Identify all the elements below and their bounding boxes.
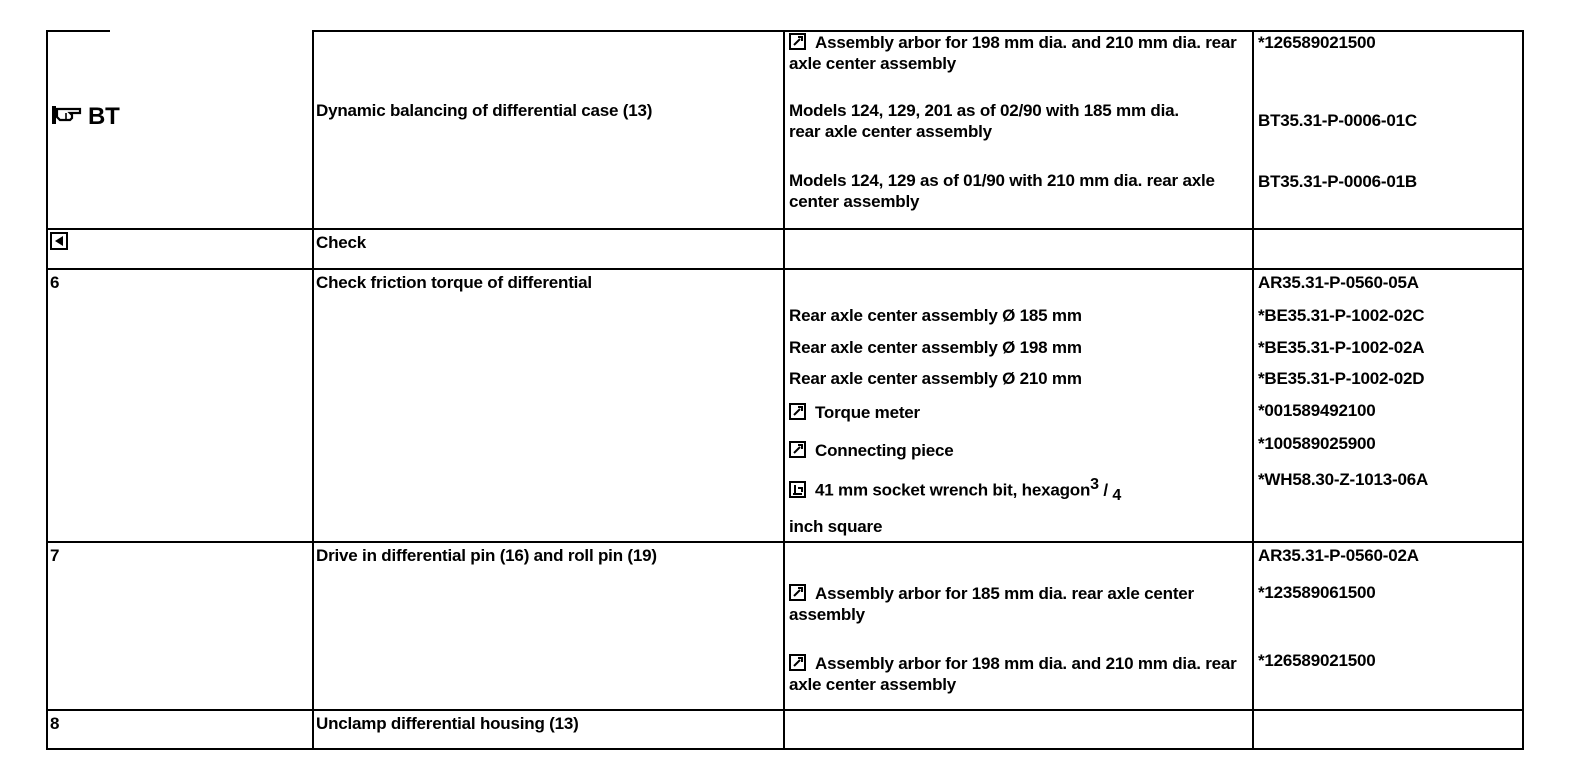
ref-code: *BE35.31-P-1002-02A <box>1258 338 1425 357</box>
model-item: Models 124, 129, 201 as of 02/90 with 185 mm dia. rear axle center assembly <box>789 101 1179 141</box>
step-number: 8 <box>50 714 60 733</box>
action-text: Dynamic balancing of differential case (13) <box>316 101 653 120</box>
fraction-numerator: 3 <box>1090 476 1099 493</box>
rule <box>312 30 314 750</box>
pointing-hand-icon <box>50 103 88 127</box>
spec-item: Rear axle center assembly Ø 198 mm <box>789 338 1082 357</box>
ref-code: BT35.31-P-0006-01C <box>1258 111 1417 130</box>
step-cell <box>50 231 68 252</box>
spec-item: Rear axle center assembly Ø 210 mm <box>789 369 1082 388</box>
spec-item: Rear axle center assembly Ø 185 mm <box>789 306 1082 325</box>
ref-code: *BE35.31-P-1002-02D <box>1258 369 1425 388</box>
fraction-denominator: 4 <box>1112 487 1122 505</box>
tool-item: Torque meter <box>789 402 920 423</box>
action-text: Check friction torque of differential <box>316 273 592 292</box>
rule <box>46 268 1524 270</box>
step-label: BT <box>88 103 120 130</box>
tool-item: Assembly arbor for 198 mm dia. and 210 mm dia. rear axle center assembly <box>789 654 1237 694</box>
rule <box>783 30 785 750</box>
ref-code: AR35.31-P-0560-05A <box>1258 273 1419 292</box>
ref-code: *126589021500 <box>1258 33 1376 52</box>
special-tool-icon <box>789 441 806 458</box>
action-text: Drive in differential pin (16) and roll pin (19) <box>316 546 657 565</box>
rule <box>46 709 1524 711</box>
ref-code: *BE35.31-P-1002-02C <box>1258 306 1425 325</box>
rule <box>1252 30 1254 750</box>
step-number: 6 <box>50 273 60 292</box>
rule <box>46 228 1524 230</box>
ref-code: *123589061500 <box>1258 583 1376 602</box>
rule <box>46 541 1524 543</box>
step-number: 7 <box>50 546 60 565</box>
ref-code: BT35.31-P-0006-01B <box>1258 172 1417 191</box>
commercial-tool-icon <box>789 481 806 498</box>
ref-code: AR35.31-P-0560-02A <box>1258 546 1419 565</box>
rule <box>46 30 48 750</box>
tool-item: 41 mm socket wrench bit, hexagon$^3$ / $_4$ <box>789 474 1121 506</box>
rule <box>1522 30 1524 750</box>
tool-item: Assembly arbor for 185 mm dia. rear axle center assembly <box>789 584 1194 624</box>
ref-code: *126589021500 <box>1258 651 1376 670</box>
special-tool-icon <box>789 584 806 601</box>
rule <box>46 748 1524 750</box>
ref-code: *WH58.30-Z-1013-06A <box>1258 470 1429 489</box>
ref-code: *100589025900 <box>1258 434 1376 453</box>
rule <box>46 30 110 32</box>
action-text: Check <box>316 233 367 252</box>
action-text: Unclamp differential housing (13) <box>316 714 579 733</box>
special-tool-icon <box>789 654 806 671</box>
tool-item: Connecting piece <box>789 440 954 461</box>
tool-item: Assembly arbor for 198 mm dia. and 210 mm dia. rear axle center assembly <box>789 33 1237 73</box>
special-tool-icon <box>789 33 806 50</box>
model-item: Models 124, 129 as of 01/90 with 210 mm dia. rear axle center assembly <box>789 171 1215 211</box>
check-triangle-icon <box>50 232 68 250</box>
ref-code: *001589492100 <box>1258 401 1376 420</box>
special-tool-icon <box>789 403 806 420</box>
spec-item-continued: inch square <box>789 517 883 536</box>
step-cell <box>50 103 120 131</box>
